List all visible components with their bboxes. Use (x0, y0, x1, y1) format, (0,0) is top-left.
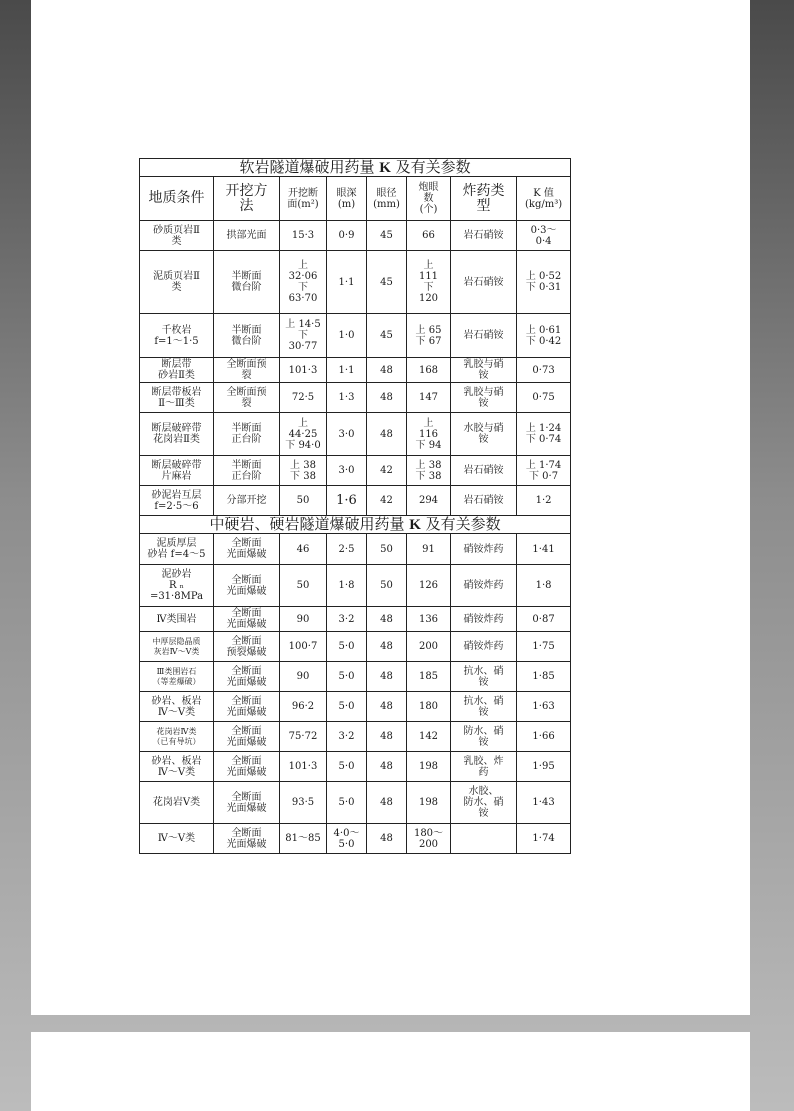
area-cell: 101·3 (280, 358, 327, 383)
geology-cell: 中厚层隐晶质 灰岩Ⅳ～Ⅴ类 (140, 632, 214, 662)
k-value-cell: 1·75 (517, 632, 571, 662)
k-value-cell: 1·74 (517, 824, 571, 854)
explosive-cell: 岩石硝铵 (451, 221, 517, 251)
hard-rock-table-title (140, 516, 571, 534)
holes-cell: 198 (407, 752, 451, 782)
geology-cell: 断层破碎带 片麻岩 (140, 456, 214, 486)
header-depth: 眼深 (m) (327, 177, 367, 221)
explosive-cell: 抗水、硝 铵 (451, 692, 517, 722)
depth-cell: 1·0 (327, 314, 367, 358)
explosive-cell: 硝铵炸药 (451, 632, 517, 662)
explosive-cell (451, 824, 517, 854)
diameter-cell: 42 (367, 486, 407, 516)
header-method: 开挖方 法 (214, 177, 280, 221)
header-geology: 地质条件 (140, 177, 214, 221)
k-value-cell: 1·2 (517, 486, 571, 516)
explosive-cell: 岩石硝铵 (451, 314, 517, 358)
diameter-cell: 48 (367, 752, 407, 782)
geology-cell: 断层带 砂岩Ⅱ类 (140, 358, 214, 383)
k-value-cell: 1·8 (517, 565, 571, 607)
diameter-cell: 48 (367, 692, 407, 722)
blasting-parameter-table (139, 158, 571, 854)
area-cell: 75·72 (280, 722, 327, 752)
method-cell: 半断面 微台阶 (214, 251, 280, 314)
title-k-symbol: K (409, 517, 421, 533)
depth-cell: 5·0 (327, 752, 367, 782)
next-document-page (31, 1032, 750, 1111)
method-cell: 分部开挖 (214, 486, 280, 516)
diameter-cell: 48 (367, 383, 407, 413)
diameter-cell: 48 (367, 824, 407, 854)
table-row (140, 632, 571, 662)
table-row (140, 486, 571, 516)
diameter-cell: 48 (367, 632, 407, 662)
explosive-cell: 防水、硝 铵 (451, 722, 517, 752)
area-cell: 100·7 (280, 632, 327, 662)
k-value-cell: 上 0·61 下 0·42 (517, 314, 571, 358)
table-row (140, 251, 571, 314)
holes-cell: 66 (407, 221, 451, 251)
area-cell: 93·5 (280, 782, 327, 824)
table-row (140, 782, 571, 824)
method-cell: 全断面 预裂爆破 (214, 632, 280, 662)
explosive-cell: 硝铵炸药 (451, 534, 517, 565)
geology-cell: 断层带板岩 Ⅱ～Ⅲ类 (140, 383, 214, 413)
title-text: 及有关参数 (420, 515, 501, 533)
holes-cell: 185 (407, 662, 451, 692)
explosive-cell: 水胶、 防水、硝 铵 (451, 782, 517, 824)
geology-cell: Ⅳ类围岩 (140, 607, 214, 632)
explosive-cell: 硝铵炸药 (451, 565, 517, 607)
area-cell: 46 (280, 534, 327, 565)
method-cell: 全断面 光面爆破 (214, 565, 280, 607)
k-value-cell: 1·43 (517, 782, 571, 824)
header-explosive: 炸药类 型 (451, 177, 517, 221)
area-cell: 上 38 下 38 (280, 456, 327, 486)
explosive-cell: 乳胶、炸 药 (451, 752, 517, 782)
document-page (31, 0, 750, 1015)
table-row (140, 607, 571, 632)
depth-cell: 1·3 (327, 383, 367, 413)
explosive-cell: 岩石硝铵 (451, 251, 517, 314)
depth-cell: 1·8 (327, 565, 367, 607)
depth-cell: 3·0 (327, 456, 367, 486)
depth-cell: 5·0 (327, 692, 367, 722)
method-cell: 拱部光面 (214, 221, 280, 251)
diameter-cell: 48 (367, 722, 407, 752)
depth-cell: 5·0 (327, 632, 367, 662)
header-area: 开挖断 面(m²) (280, 177, 327, 221)
table-row (140, 565, 571, 607)
area-cell: 15·3 (280, 221, 327, 251)
geology-cell: 砂岩、板岩 Ⅳ～Ⅴ类 (140, 752, 214, 782)
method-cell: 半断面 正台阶 (214, 456, 280, 486)
method-cell: 半断面 正台阶 (214, 413, 280, 456)
diameter-cell: 48 (367, 358, 407, 383)
holes-cell: 168 (407, 358, 451, 383)
explosive-cell: 岩石硝铵 (451, 486, 517, 516)
table-row (140, 358, 571, 383)
table-row (140, 722, 571, 752)
area-cell: 81～85 (280, 824, 327, 854)
k-value-cell: 上 1·74 下 0·7 (517, 456, 571, 486)
depth-cell: 3·2 (327, 722, 367, 752)
area-cell: 90 (280, 662, 327, 692)
explosive-cell: 硝铵炸药 (451, 607, 517, 632)
depth-cell: 1·1 (327, 251, 367, 314)
header-row (140, 177, 571, 221)
geology-cell: 泥质页岩Ⅱ 类 (140, 251, 214, 314)
diameter-cell: 45 (367, 221, 407, 251)
geology-cell: 千枚岩 f=1～1·5 (140, 314, 214, 358)
geology-cell: 泥质厚层 砂岩 f=4～5 (140, 534, 214, 565)
diameter-cell: 48 (367, 413, 407, 456)
k-value-cell: 上 1·24 下 0·74 (517, 413, 571, 456)
k-value-cell: 1·41 (517, 534, 571, 565)
diameter-cell: 48 (367, 607, 407, 632)
holes-cell: 上 116 下 94 (407, 413, 451, 456)
header-diameter: 眼径 (mm) (367, 177, 407, 221)
explosive-cell: 水胶与硝 铵 (451, 413, 517, 456)
k-value-cell: 1·85 (517, 662, 571, 692)
k-value-cell: 0·75 (517, 383, 571, 413)
geology-cell: Ⅲ类围岩石 （等差爆破） (140, 662, 214, 692)
title-text: 中硬岩、硬岩隧道爆破用药量 (209, 515, 410, 533)
depth-cell: 3·2 (327, 607, 367, 632)
area-cell: 50 (280, 565, 327, 607)
area-cell: 上 14·5 下 30·77 (280, 314, 327, 358)
title-text: 软岩隧道爆破用药量 (239, 158, 380, 176)
method-cell: 全断面 光面爆破 (214, 692, 280, 722)
geology-cell: 断层破碎带 花岗岩Ⅱ类 (140, 413, 214, 456)
table-row (140, 456, 571, 486)
holes-cell: 上 38 下 38 (407, 456, 451, 486)
geology-cell: 砂岩、板岩 Ⅳ～Ⅴ类 (140, 692, 214, 722)
area-cell: 101·3 (280, 752, 327, 782)
holes-cell: 180 (407, 692, 451, 722)
method-cell: 全断面 光面爆破 (214, 722, 280, 752)
area-cell: 90 (280, 607, 327, 632)
holes-cell: 180～ 200 (407, 824, 451, 854)
method-cell: 全断面 光面爆破 (214, 824, 280, 854)
k-value-cell: 1·95 (517, 752, 571, 782)
holes-cell: 198 (407, 782, 451, 824)
depth-cell: 0·9 (327, 221, 367, 251)
method-cell: 全断面预 裂 (214, 358, 280, 383)
depth-cell: 5·0 (327, 782, 367, 824)
table-row (140, 383, 571, 413)
area-cell: 72·5 (280, 383, 327, 413)
depth-cell: 1·6 (327, 486, 367, 516)
diameter-cell: 42 (367, 456, 407, 486)
table-row (140, 413, 571, 456)
soft-rock-title-row (140, 159, 571, 177)
area-cell: 上 32·06 下 63·70 (280, 251, 327, 314)
depth-cell: 5·0 (327, 662, 367, 692)
soft-rock-table-title (140, 159, 571, 177)
k-value-cell: 0·73 (517, 358, 571, 383)
table-row (140, 752, 571, 782)
depth-cell: 3·0 (327, 413, 367, 456)
method-cell: 全断面 光面爆破 (214, 534, 280, 565)
diameter-cell: 45 (367, 251, 407, 314)
geology-cell: 砂泥岩互层 f=2·5～6 (140, 486, 214, 516)
diameter-cell: 50 (367, 534, 407, 565)
diameter-cell: 48 (367, 662, 407, 692)
holes-cell: 91 (407, 534, 451, 565)
holes-cell: 200 (407, 632, 451, 662)
k-value-cell: 0·87 (517, 607, 571, 632)
holes-cell: 126 (407, 565, 451, 607)
holes-cell: 136 (407, 607, 451, 632)
k-value-cell: 0·3～ 0·4 (517, 221, 571, 251)
area-cell: 96·2 (280, 692, 327, 722)
area-cell: 上 44·25 下 94·0 (280, 413, 327, 456)
table-row (140, 534, 571, 565)
k-value-cell: 1·66 (517, 722, 571, 752)
title-text: 及有关参数 (390, 158, 471, 176)
diameter-cell: 45 (367, 314, 407, 358)
k-value-cell: 1·63 (517, 692, 571, 722)
geology-cell: Ⅳ～Ⅴ类 (140, 824, 214, 854)
header-k-value: K 值 (kg/m³) (517, 177, 571, 221)
holes-cell: 上 65 下 67 (407, 314, 451, 358)
table-row (140, 662, 571, 692)
explosive-cell: 岩石硝铵 (451, 456, 517, 486)
method-cell: 全断面预 裂 (214, 383, 280, 413)
geology-cell: 花岗岩Ⅳ类 （已有导坑） (140, 722, 214, 752)
table-row (140, 221, 571, 251)
depth-cell: 1·1 (327, 358, 367, 383)
holes-cell: 147 (407, 383, 451, 413)
explosive-cell: 乳胶与硝 铵 (451, 383, 517, 413)
table-row (140, 824, 571, 854)
geology-cell: 花岗岩Ⅴ类 (140, 782, 214, 824)
geology-cell: 泥砂岩 R ₙ =31·8MPa (140, 565, 214, 607)
method-cell: 全断面 光面爆破 (214, 782, 280, 824)
method-cell: 全断面 光面爆破 (214, 607, 280, 632)
depth-cell: 4·0～ 5·0 (327, 824, 367, 854)
method-cell: 半断面 微台阶 (214, 314, 280, 358)
header-holes: 炮眼 数 (个) (407, 177, 451, 221)
diameter-cell: 48 (367, 782, 407, 824)
holes-cell: 294 (407, 486, 451, 516)
table-row (140, 692, 571, 722)
explosive-cell: 抗水、硝 铵 (451, 662, 517, 692)
holes-cell: 上 111 下 120 (407, 251, 451, 314)
table-row (140, 314, 571, 358)
k-value-cell: 上 0·52 下 0·31 (517, 251, 571, 314)
explosive-cell: 乳胶与硝 铵 (451, 358, 517, 383)
table-body (140, 159, 571, 854)
method-cell: 全断面 光面爆破 (214, 662, 280, 692)
method-cell: 全断面 光面爆破 (214, 752, 280, 782)
title-k-symbol: K (379, 160, 391, 176)
holes-cell: 142 (407, 722, 451, 752)
diameter-cell: 50 (367, 565, 407, 607)
hard-rock-title-row (140, 516, 571, 534)
area-cell: 50 (280, 486, 327, 516)
geology-cell: 砂质页岩Ⅱ 类 (140, 221, 214, 251)
depth-cell: 2·5 (327, 534, 367, 565)
